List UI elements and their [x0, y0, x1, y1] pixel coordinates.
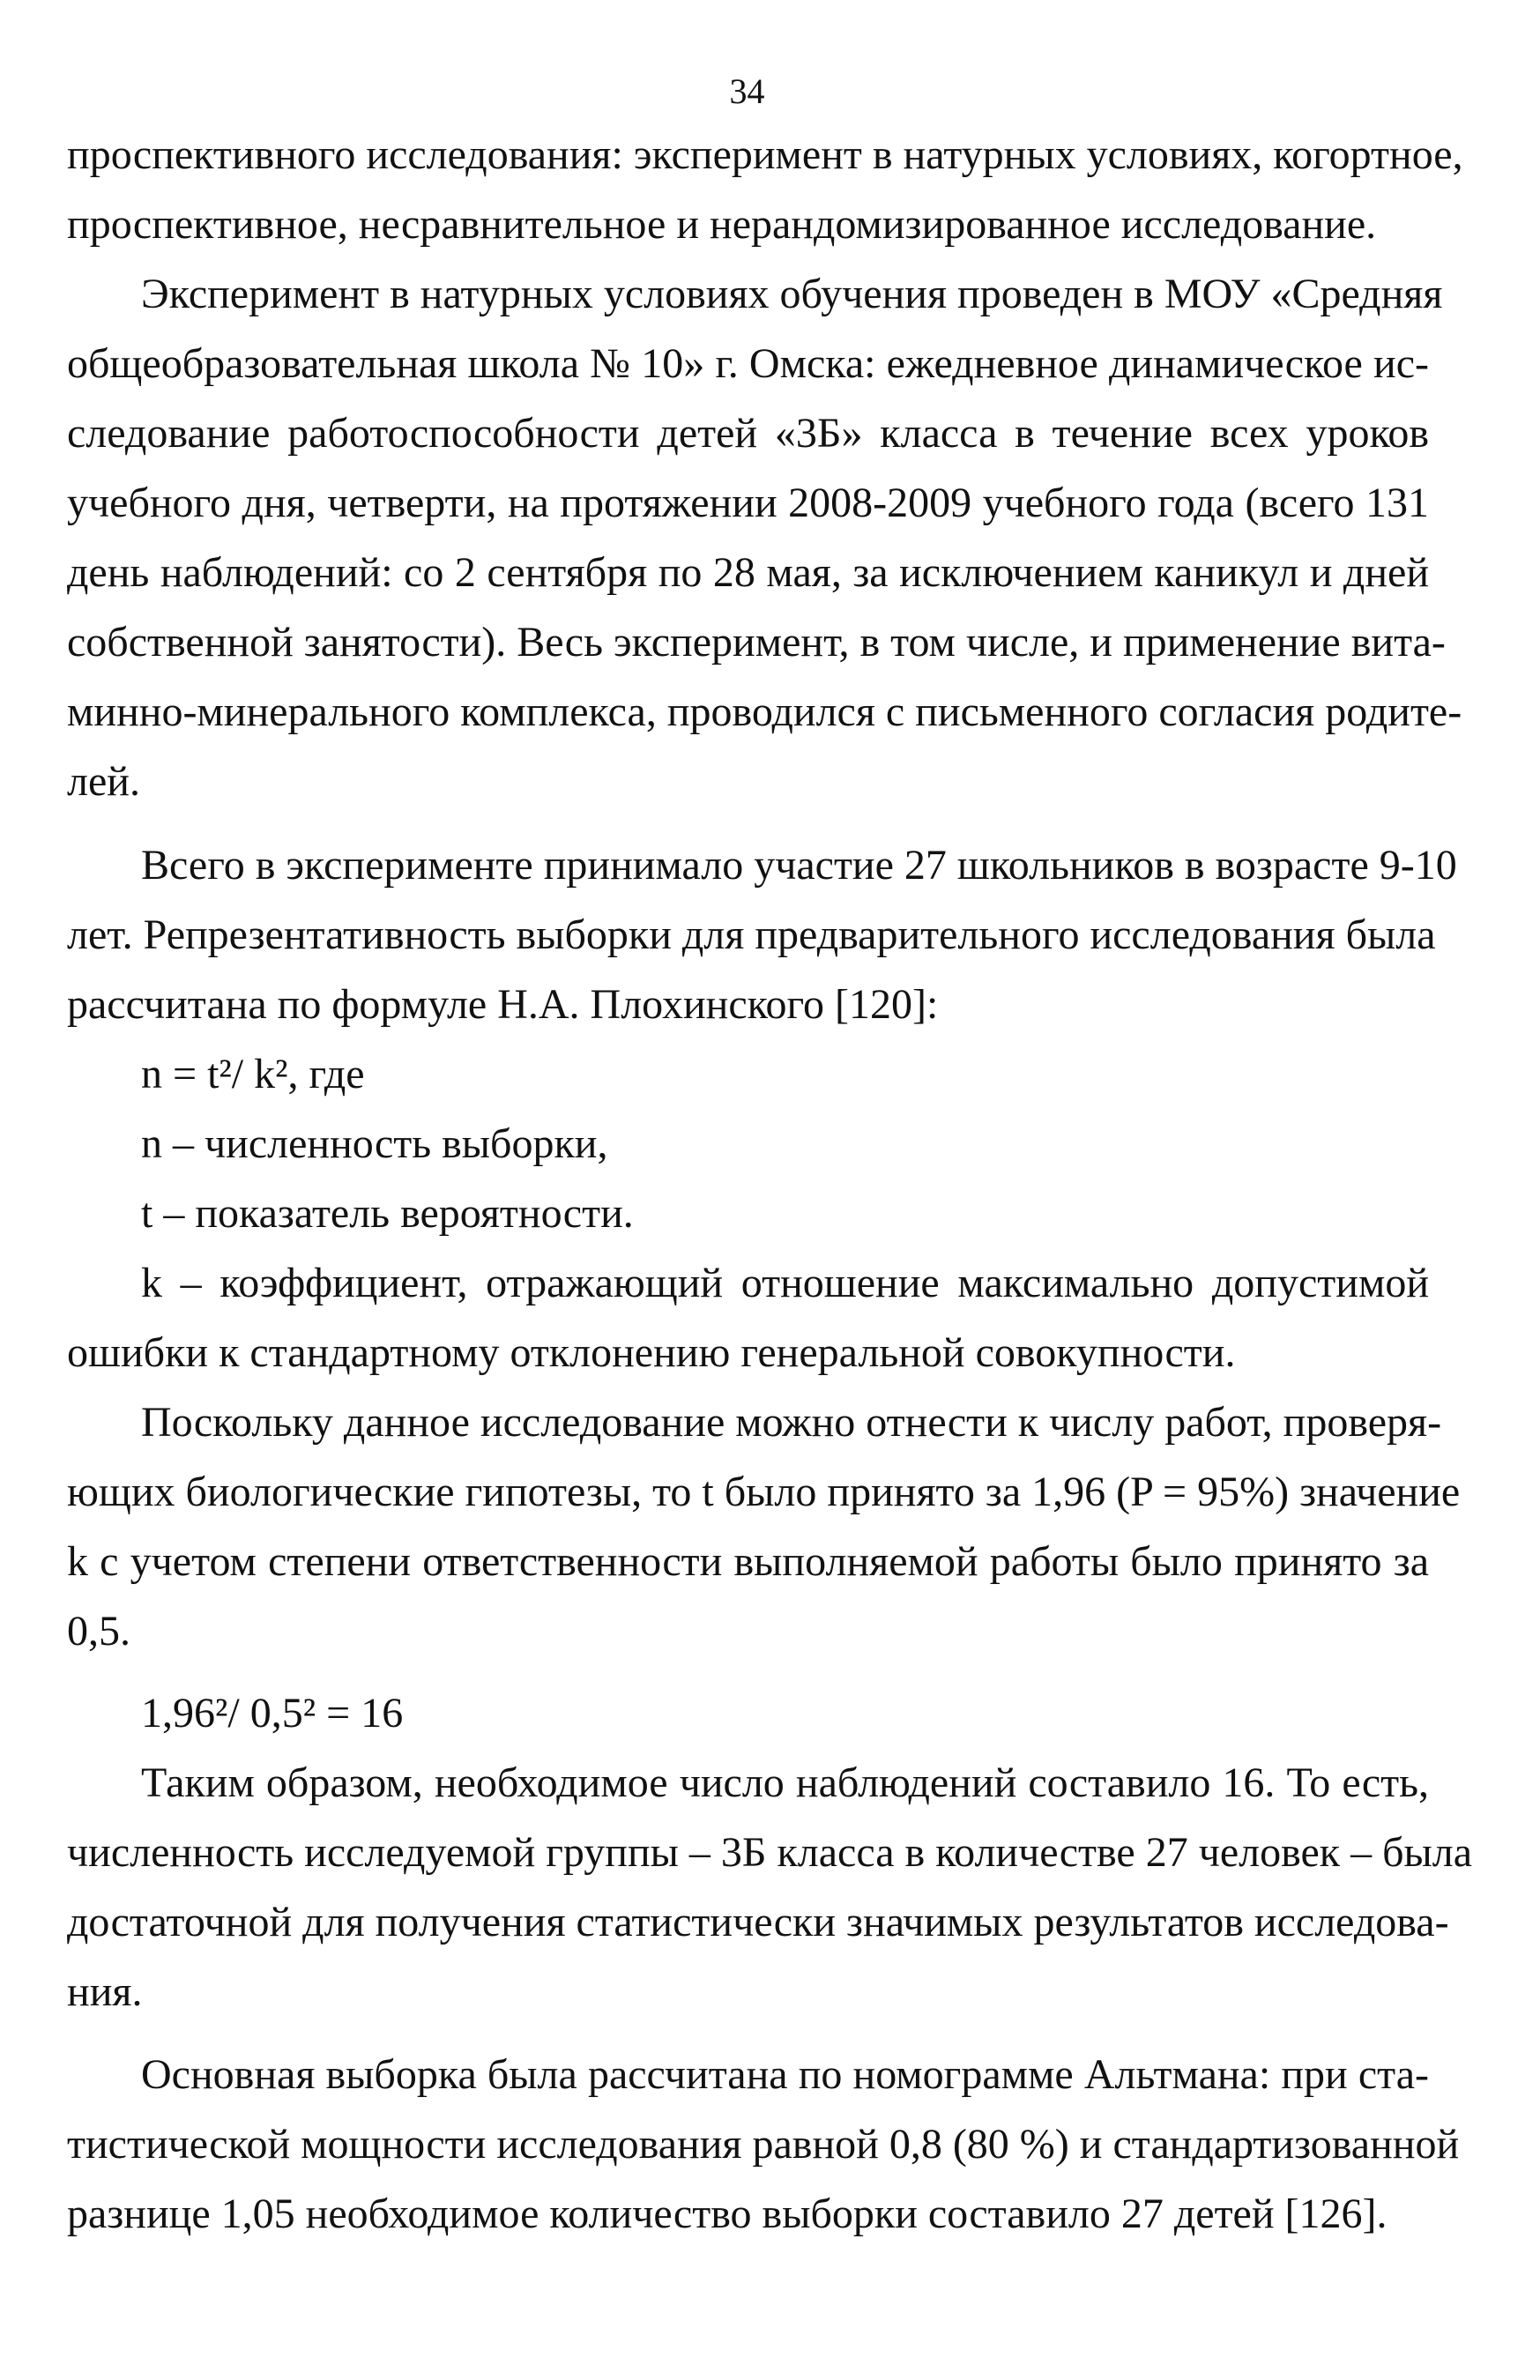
text-line: следование работоспособности детей «3Б» класса в течение всех уроков — [67, 410, 1429, 457]
text-line: лет. Репрезентативность выборки для предварительного исследования была — [67, 911, 1436, 958]
text-line: численность исследуемой группы – 3Б класса в количестве 27 человек – была — [67, 1829, 1473, 1876]
text-line: ошибки к стандартному отклонению генеральной совокупности. — [67, 1329, 1236, 1376]
text-line: собственной занятости). Весь эксперимент, в том числе, и применение вита- — [67, 619, 1446, 666]
definition-line: k – коэффициент, отражающий отношение максимально допустимой — [141, 1260, 1429, 1306]
text-line: проспективного исследования: эксперимент в натурных условиях, когортное, — [67, 131, 1463, 178]
text-line: минно-минерального комплекса, проводился с письменного согласия родите- — [67, 688, 1462, 735]
text-line: ющих биологические гипотезы, то t было принято за 1,96 (P = 95%) значение — [67, 1469, 1461, 1515]
paragraph-first-line: Поскольку данное исследование можно отнести к числу работ, проверя- — [141, 1399, 1442, 1446]
page-number: 34 — [729, 71, 765, 111]
text-line: k с учетом степени ответственности выполняемой работы было принято за — [67, 1538, 1429, 1585]
text-line: тистической мощности исследования равной 0,8 (80 %) и стандартизованной — [67, 2121, 1460, 2168]
paragraph-first-line: Основная выборка была рассчитана по номограмме Альтмана: при ста- — [141, 2051, 1429, 2098]
paragraph-first-line: Эксперимент в натурных условиях обучения проведен в МОУ «Средняя — [141, 271, 1443, 317]
text-line: рассчитана по формуле Н.А. Плохинского [120]: — [67, 981, 939, 1028]
text-line: общеобразовательная школа № 10» г. Омска: ежедневное динамическое ис- — [67, 340, 1429, 387]
text-line: учебного дня, четверти, на протяжении 2008-2009 учебного года (всего 131 — [67, 480, 1429, 526]
definition-line: n – численность выборки, — [141, 1120, 608, 1167]
text-line: ния. — [67, 1968, 143, 2015]
text-line: день наблюдений: со 2 сентября по 28 мая, за исключением каникул и дней — [67, 549, 1429, 596]
paragraph-first-line: Таким образом, необходимое число наблюдений составило 16. То есть, — [141, 1759, 1429, 1806]
text-line: проспективное, несравнительное и нерандомизированное исследование. — [67, 201, 1377, 248]
formula-line: n = t²/ k², где — [141, 1051, 365, 1097]
text-line: разнице 1,05 необходимое количество выборки составило 27 детей [126]. — [67, 2190, 1387, 2237]
text-line: лей. — [67, 758, 140, 805]
text-line: 0,5. — [67, 1608, 130, 1655]
text-line: достаточной для получения статистически значимых результатов исследова- — [67, 1899, 1449, 1945]
definition-line: t – показатель вероятности. — [141, 1190, 634, 1237]
paragraph-first-line: Всего в эксперименте принимало участие 27 школьников в возрасте 9-10 — [141, 842, 1457, 889]
formula-line: 1,96²/ 0,5² = 16 — [141, 1690, 404, 1737]
